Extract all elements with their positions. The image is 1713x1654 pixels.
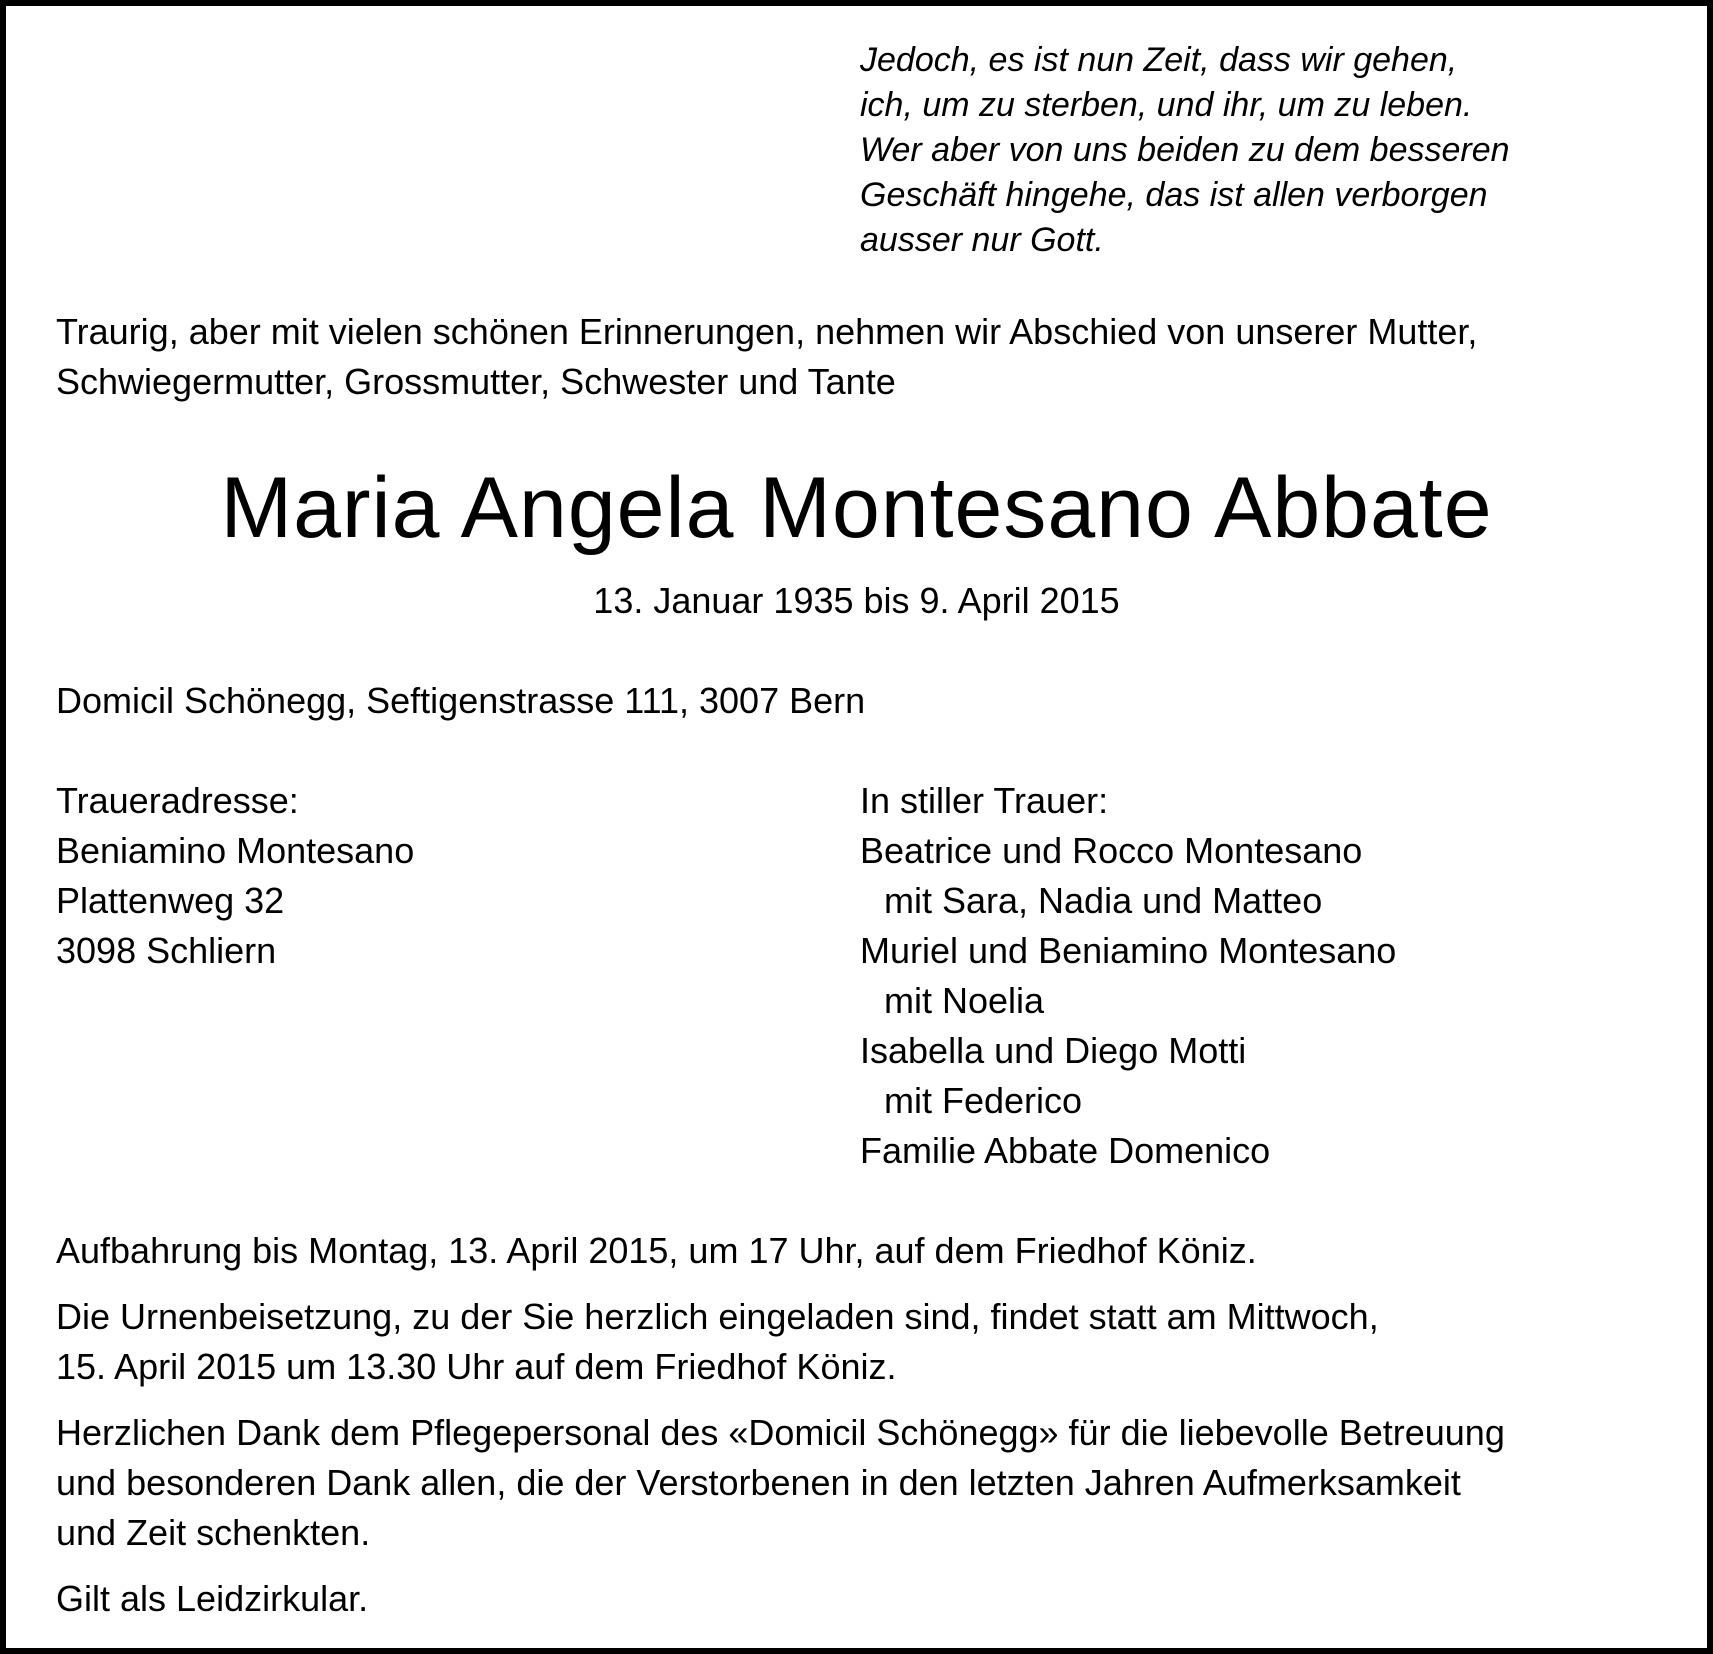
- life-dates: 13. Januar 1935 bis 9. April 2015: [593, 580, 1120, 621]
- address-line: 3098 Schliern: [56, 930, 277, 971]
- mourner-line: Familie Abbate Domenico: [860, 1130, 1271, 1171]
- viewing-paragraph: [56, 1226, 1676, 1276]
- mourners-heading: In stiller Trauer:: [860, 780, 1109, 821]
- deceased-name: Maria Angela Montesano Abbate: [220, 460, 1493, 556]
- mourner-line: Muriel und Beniamino Montesano: [860, 930, 1397, 971]
- thanks-line: Herzlichen Dank dem Pflegepersonal des «Domicil Schönegg» für die liebevolle Betreuung: [56, 1412, 1505, 1453]
- intro-line: Schwiegermutter, Grossmutter, Schwester und Tante: [56, 361, 896, 402]
- poem-line: Geschäft hingehe, das ist allen verborgen: [860, 176, 1488, 214]
- circular-note-text: Gilt als Leidzirkular.: [56, 1578, 369, 1619]
- circular-note: [56, 1574, 1676, 1624]
- viewing-text: Aufbahrung bis Montag, 13. April 2015, um 17 Uhr, auf dem Friedhof Köniz.: [56, 1230, 1257, 1271]
- mourner-line: mit Noelia: [884, 980, 1045, 1021]
- mourning-address-block: [56, 776, 414, 976]
- mourner-line: mit Federico: [884, 1080, 1083, 1121]
- burial-paragraph: [56, 1292, 1676, 1392]
- thanks-line: und besonderen Dank allen, die der Verstorbenen in den letzten Jahren Aufmerksamkeit: [56, 1462, 1461, 1503]
- mourning-address-heading: Traueradresse:: [56, 780, 299, 821]
- burial-line: Die Urnenbeisetzung, zu der Sie herzlich eingeladen sind, findet statt am Mittwoch,: [56, 1296, 1379, 1337]
- mourner-line: Beatrice und Rocco Montesano: [860, 830, 1363, 871]
- mourner-line: Isabella und Diego Motti: [860, 1030, 1247, 1071]
- poem-line: Wer aber von uns beiden zu dem besseren: [860, 131, 1510, 169]
- poem-line: ich, um zu sterben, und ihr, um zu leben.: [860, 86, 1473, 124]
- poem-line: Jedoch, es ist nun Zeit, dass wir gehen,: [860, 41, 1458, 79]
- residence-line: [56, 676, 1676, 726]
- thanks-paragraph: [56, 1408, 1676, 1558]
- poem-quote: [860, 38, 1680, 263]
- mourner-line: mit Sara, Nadia und Matteo: [884, 880, 1323, 921]
- poem-line: ausser nur Gott.: [860, 221, 1104, 259]
- residence-text: Domicil Schönegg, Seftigenstrasse 111, 3007 Bern: [56, 680, 866, 721]
- intro-line: Traurig, aber mit vielen schönen Erinnerungen, nehmen wir Abschied von unserer Mutter,: [56, 311, 1478, 352]
- address-line: Beniamino Montesano: [56, 830, 415, 871]
- thanks-line: und Zeit schenkten.: [56, 1512, 371, 1553]
- intro-paragraph: [56, 307, 1676, 407]
- address-line: Plattenweg 32: [56, 880, 285, 921]
- mourners-block: [860, 776, 1396, 1176]
- burial-line: 15. April 2015 um 13.30 Uhr auf dem Friedhof Köniz.: [56, 1346, 897, 1387]
